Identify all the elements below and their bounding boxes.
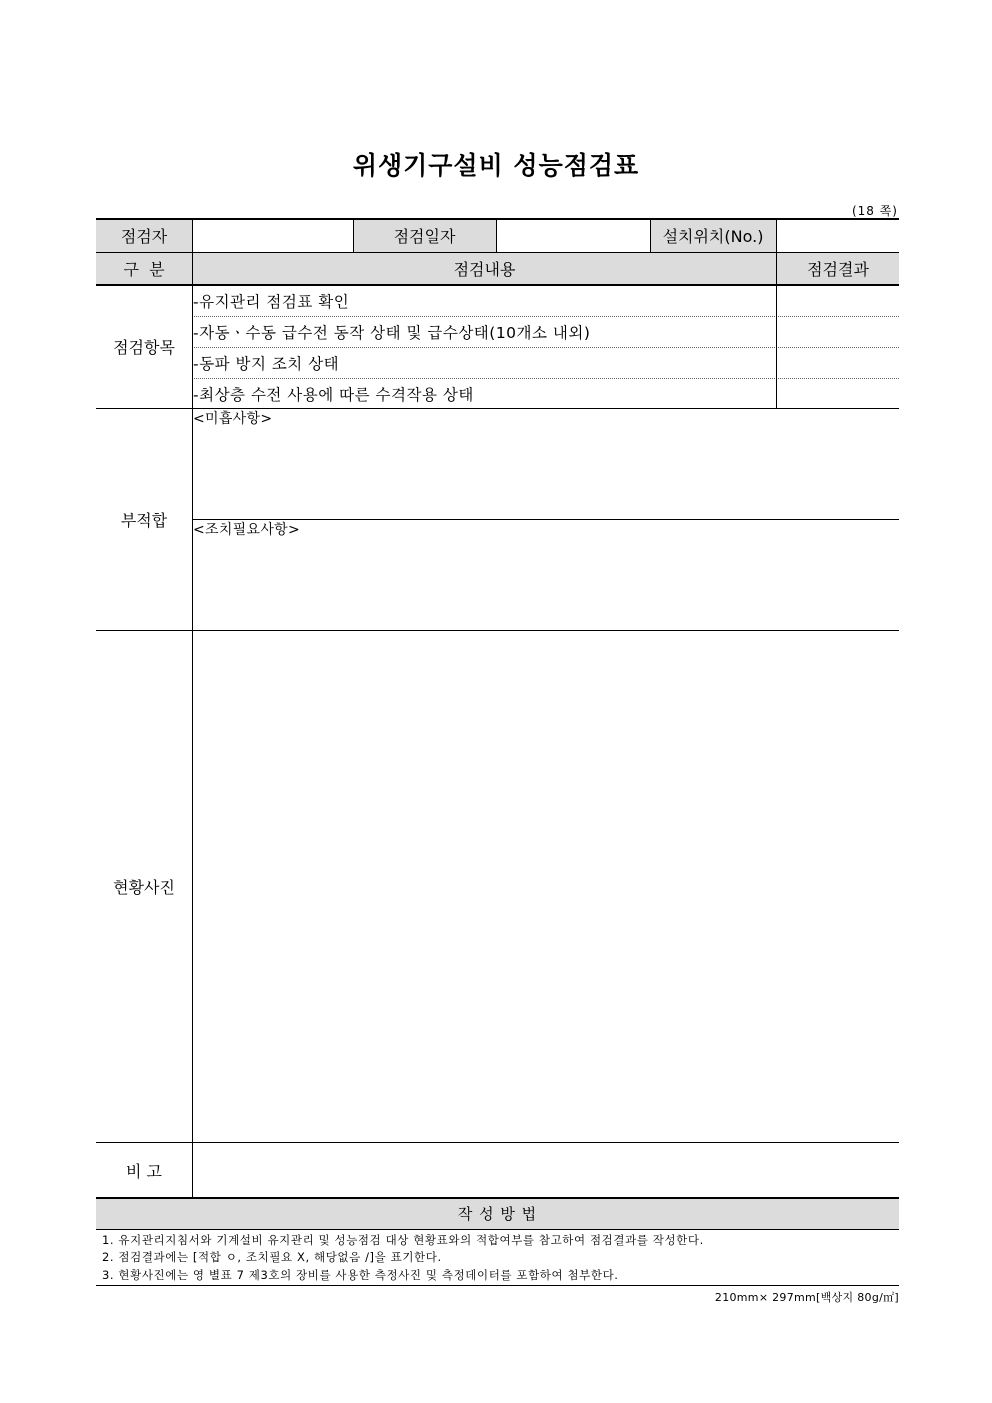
date-field[interactable]	[497, 219, 650, 252]
paper-spec: 210mm× 297mm[백상지 80g/㎡]	[714, 1291, 899, 1304]
content-header: 점검내용	[453, 260, 516, 279]
inspection-item: -동파 방지 조치 상태	[193, 355, 340, 373]
inspector-field[interactable]	[193, 219, 353, 252]
location-field[interactable]	[777, 219, 899, 252]
result-header: 점검결과	[807, 260, 869, 279]
inspector-label: 점검자	[120, 227, 168, 246]
remarks-label: 비 고	[126, 1161, 162, 1181]
date-label: 점검일자	[393, 227, 456, 246]
photo-label: 현황사진	[113, 878, 175, 897]
page-title: 위생기구설비 성능점검표	[352, 151, 640, 180]
inspection-item: -자동ㆍ수동 급수전 동작 상태 및 급수상태(10개소 내외)	[193, 324, 591, 342]
nonconformity-label: 부적합	[120, 511, 168, 530]
location-label: 설치위치(No.)	[662, 227, 764, 246]
result-cell-4[interactable]	[777, 379, 899, 408]
action-required-label: <조치필요사항>	[193, 522, 301, 538]
inspection-item: -최상층 수전 사용에 따른 수격작용 상태	[193, 386, 474, 404]
page-number: (18 쪽)	[851, 204, 898, 218]
instruction-note: 2. 점검결과에는 [적합 ㅇ, 조치필요 X, 해당없음 /]을 표기한다.	[102, 1250, 442, 1264]
instructions-title: 작 성 방 법	[457, 1205, 538, 1223]
deficiency-label: <미흡사항>	[193, 411, 273, 427]
inspection-items-label: 점검항목	[113, 338, 175, 357]
inspection-item: -유지관리 점검표 확인	[193, 293, 350, 311]
category-header: 구 분	[123, 260, 165, 279]
result-cell-1[interactable]	[777, 285, 899, 316]
instruction-note: 1. 유지관리지침서와 기계설비 유지관리 및 성능점검 대상 현황표와의 적합여부를 참고하여 점검결과를 작성한다.	[102, 1233, 704, 1247]
row-divider	[96, 1229, 899, 1230]
photo-area[interactable]	[193, 631, 899, 1142]
instruction-note: 3. 현황사진에는 영 별표 7 제3호의 장비를 사용한 측정사진 및 측정데이터를 포함하여 첨부한다.	[102, 1268, 619, 1282]
result-cell-3[interactable]	[777, 348, 899, 378]
result-cell-2[interactable]	[777, 317, 899, 347]
remarks-field[interactable]	[193, 1143, 899, 1197]
table-bottom-border	[96, 1285, 899, 1286]
